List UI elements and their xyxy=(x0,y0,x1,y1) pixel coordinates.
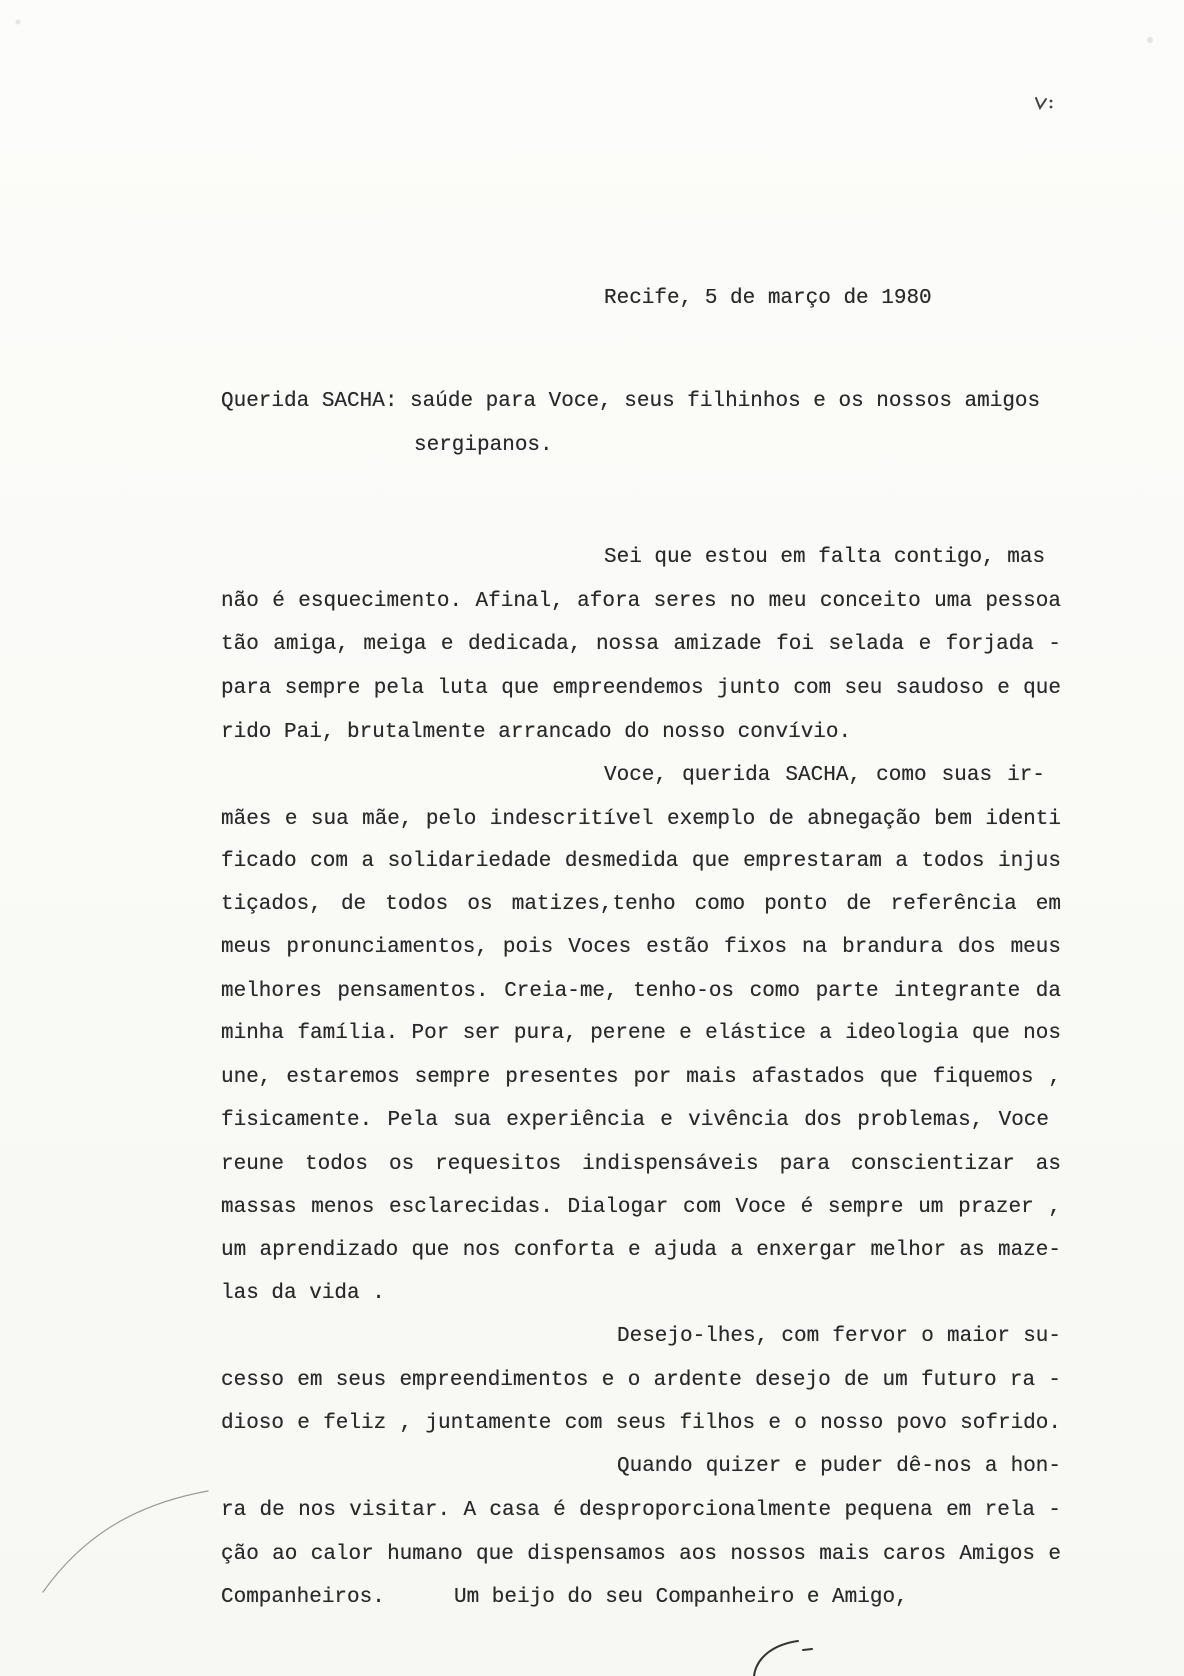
paragraph-line: mães e sua mãe, pelo indescritível exemplo de abnegação bem identi xyxy=(221,808,1061,831)
signature-stroke xyxy=(754,1641,812,1676)
paragraph-line: tão amiga, meiga e dedicada, nossa amizade foi selada e forjada - xyxy=(221,633,1061,656)
date-line: Recife, 5 de março de 1980 xyxy=(604,287,932,310)
paragraph-line: las da vida . xyxy=(221,1282,385,1305)
paragraph-line: massas menos esclarecidas. Dialogar com Voce é sempre um prazer , xyxy=(221,1196,1061,1219)
paragraph-line: meus pronunciamentos, pois Voces estão fixos na brandura dos meus xyxy=(221,936,1061,959)
closing-lead: Companheiros. xyxy=(221,1586,385,1609)
paper-spot xyxy=(16,20,21,25)
paragraph-line: não é esquecimento. Afinal, afora seres no meu conceito uma pessoa xyxy=(221,590,1061,613)
paragraph-line: minha família. Por ser pura, perene e elástice a ideologia que nos xyxy=(221,1022,1061,1045)
paragraph-line: Voce, querida SACHA, como suas ir- xyxy=(604,764,1045,787)
paragraph-line: tiçados, de todos os matizes,tenho como ponto de referência em xyxy=(221,893,1061,916)
paragraph-line: cesso em seus empreendimentos e o ardente desejo de um futuro ra - xyxy=(221,1369,1061,1392)
salutation-line: sergipanos. xyxy=(414,434,553,457)
paragraph-line: Sei que estou em falta contigo, mas xyxy=(604,546,1046,569)
corner-scribble-icon xyxy=(1036,98,1052,108)
pencil-stroke xyxy=(43,1491,208,1592)
paragraph-line: ção ao calor humano que dispensamos aos nossos mais caros Amigos e xyxy=(221,1543,1061,1566)
paragraph-line: Quando quizer e puder dê-nos a hon- xyxy=(617,1455,1061,1478)
paragraph-line: para sempre pela luta que empreendemos junto com seu saudoso e que xyxy=(221,677,1061,700)
paragraph-line: melhores pensamentos. Creia-me, tenho-os como parte integrante da xyxy=(221,980,1061,1003)
closing-text: Um beijo do seu Companheiro e Amigo, xyxy=(454,1586,908,1609)
paragraph-line: dioso e feliz , juntamente com seus filhos e o nosso povo sofrido. xyxy=(221,1412,1061,1435)
closing-line xyxy=(221,1585,1061,1611)
paragraph-line: um aprendizado que nos conforta e ajuda a enxergar melhor as maze- xyxy=(221,1239,1061,1262)
paper-spot xyxy=(1147,37,1153,43)
paragraph-line: Desejo-lhes, com fervor o maior su- xyxy=(617,1325,1061,1348)
paragraph-line: fisicamente. Pela sua experiência e vivência dos problemas, Voce xyxy=(221,1109,1049,1132)
paragraph-line: une, estaremos sempre presentes por mais afastados que fiquemos , xyxy=(221,1066,1061,1089)
paragraph-line: rido Pai, brutalmente arrancado do nosso convívio. xyxy=(221,721,852,744)
paragraph-line: ficado com a solidariedade desmedida que emprestaram a todos injus xyxy=(221,850,1061,873)
salutation-line: Querida SACHA: saúde para Voce, seus filhinhos e os nossos amigos xyxy=(221,390,1041,413)
paragraph-line: reune todos os requesitos indispensáveis para conscientizar as xyxy=(221,1153,1061,1176)
paragraph-line: ra de nos visitar. A casa é desproporcionalmente pequena em rela - xyxy=(221,1499,1061,1522)
